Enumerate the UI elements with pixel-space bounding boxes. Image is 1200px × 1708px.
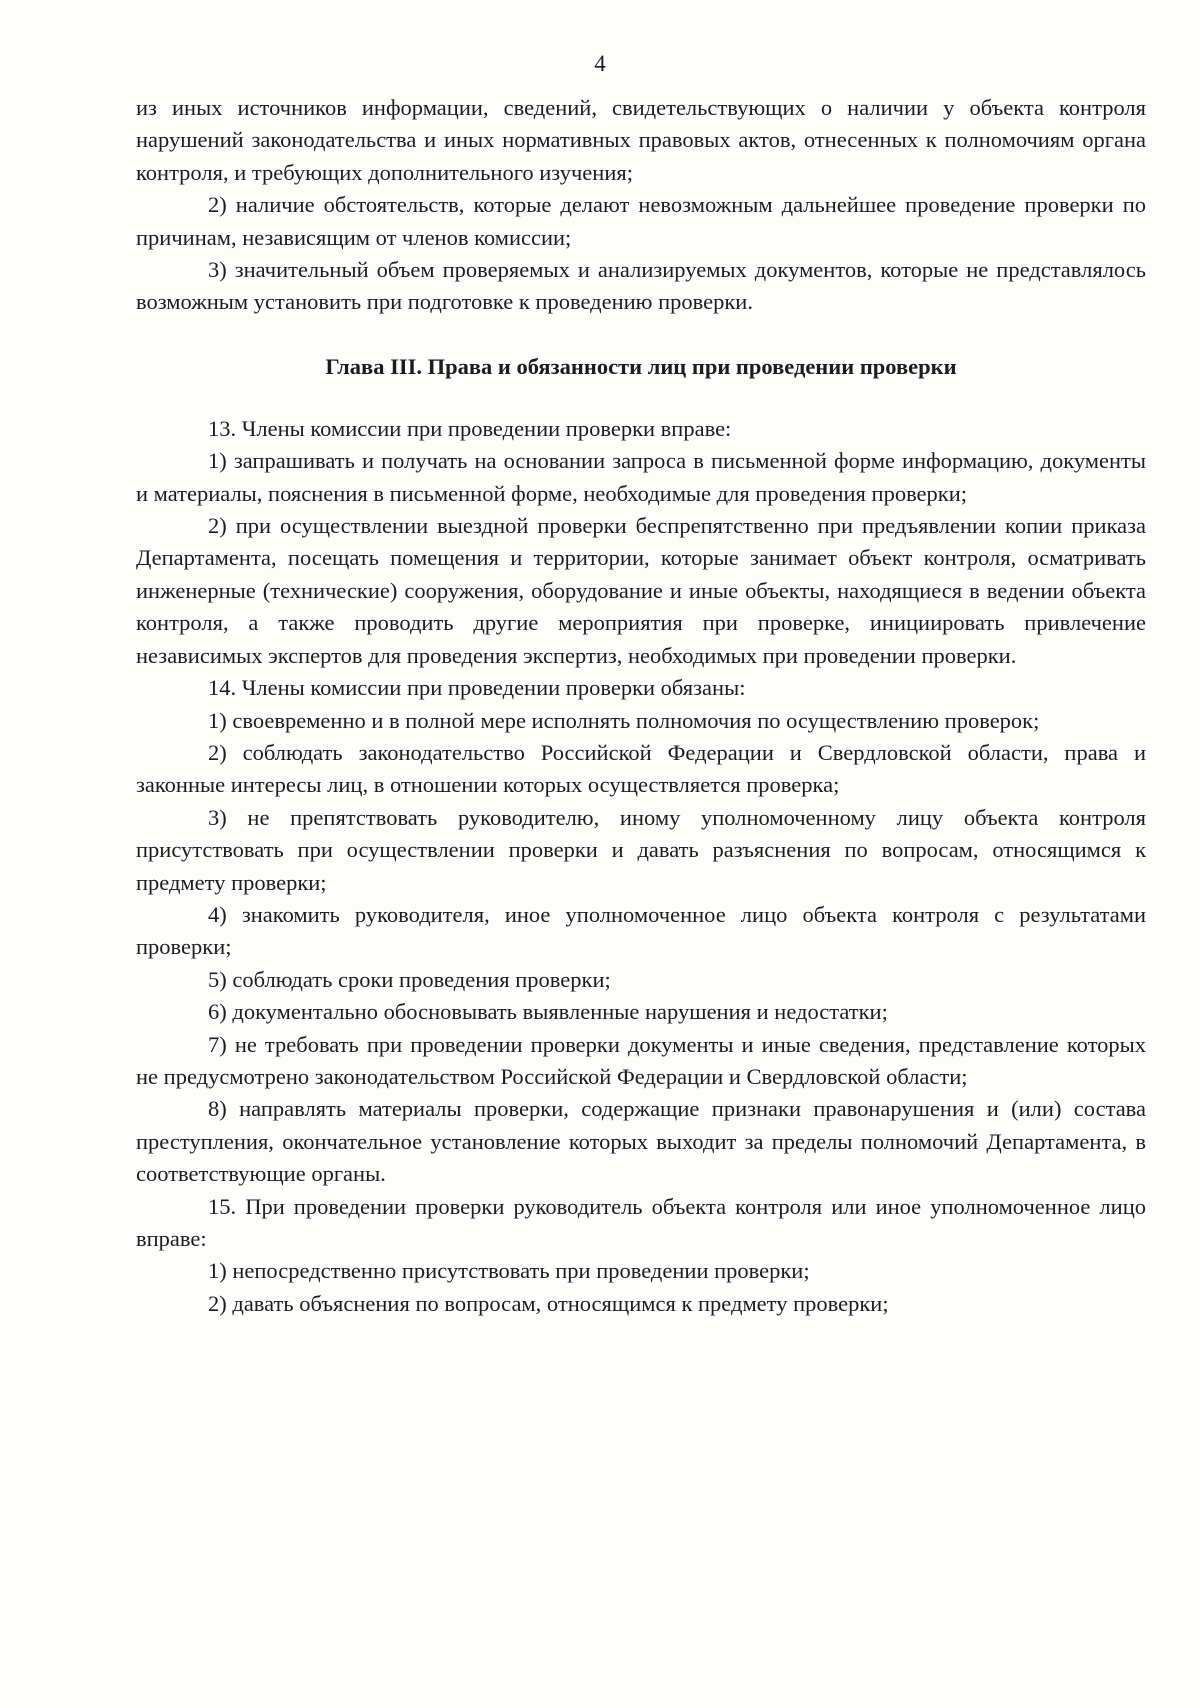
paragraph-continuation: из иных источников информации, сведений, свидетельствующих о наличии у объекта контроля нарушений законодательства и иных нормативных правовых актов, отнесенных к полномочиям органа контроля, и требующих дополнительного изучения;: [136, 95, 1146, 185]
clause-14-item-6: 6) документально обосновывать выявленные нарушения и недостатки;: [208, 999, 888, 1025]
clause-14: 14. Члены комиссии при проведении проверки обязаны:: [208, 675, 746, 701]
clause-14-item-3: 3) не препятствовать руководителю, иному уполномоченному лицу объекта контроля присутствовать при осуществлении проверки и давать разъяснения по вопросам, относящимся к предмету проверки;: [136, 804, 1146, 895]
clause-13-item-2: 2) при осуществлении выездной проверки беспрепятственно при предъявлении копии приказа Департамента, посещать помещения и территории, которые занимает объект контроля, осматривать инженерные (технические) сооружения, оборудование и иные объекты, находящиеся в ведении объекта контроля, а также проводить другие мероприятия при проверке, инициировать привлечение независимых экспертов для проведения экспертиз, необходимых при проведении проверки.: [136, 513, 1146, 668]
paragraph-item-3: 3) значительный объем проверяемых и анализируемых документов, которые не представлялось возможным установить при подготовке к проведению проверки.: [136, 257, 1146, 315]
clause-14-item-1: 1) своевременно и в полной мере исполнять полномочия по осуществлению проверок;: [208, 707, 1040, 733]
clause-13: 13. Члены комиссии при проведении проверки вправе:: [208, 415, 732, 441]
chapter-heading: Глава III. Права и обязанности лиц при проведении проверки: [325, 353, 957, 379]
document-body: [136, 92, 1146, 1320]
paragraph-item-2: 2) наличие обстоятельств, которые делают невозможным дальнейшее проведение проверки по причинам, независящим от членов комиссии;: [136, 192, 1146, 250]
clause-13-item-1: 1) запрашивать и получать на основании запроса в письменной форме информацию, документы и материалы, пояснения в письменной форме, необходимые для проведения проверки;: [136, 448, 1146, 506]
clause-14-item-8: 8) направлять материалы проверки, содержащие признаки правонарушения и (или) состава преступления, окончательное установление которых выходит за пределы полномочий Департамента, в соответствующие органы.: [136, 1096, 1146, 1187]
clause-15-item-2: 2) давать объяснения по вопросам, относящимся к предмету проверки;: [208, 1290, 889, 1316]
clause-14-item-2: 2) соблюдать законодательство Российской Федерации и Свердловской области, права и законные интересы лиц, в отношении которых осуществляется проверка;: [136, 739, 1146, 798]
clause-15-item-1: 1) непосредственно присутствовать при проведении проверки;: [208, 1258, 810, 1284]
clause-14-item-7: 7) не требовать при проведении проверки документы и иные сведения, представление которых не предусмотрено законодательством Российской Федерации и Свердловской области;: [136, 1031, 1146, 1089]
clause-14-item-5: 5) соблюдать сроки проведения проверки;: [208, 966, 611, 992]
clause-14-item-4: 4) знакомить руководителя, иное уполномоченное лицо объекта контроля с результатами проверки;: [136, 901, 1146, 960]
clause-15: 15. При проведении проверки руководитель объекта контроля или иное уполномоченное лицо вправе:: [136, 1193, 1146, 1251]
page-number: 4: [594, 51, 606, 76]
